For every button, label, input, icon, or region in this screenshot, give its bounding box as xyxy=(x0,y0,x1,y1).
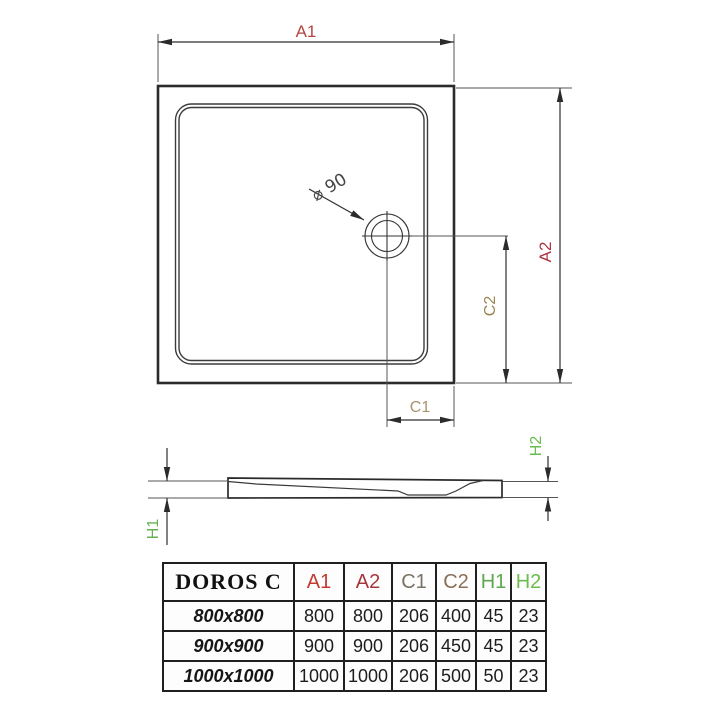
table-header-h1: H1 xyxy=(476,563,511,601)
cell-value: 800 xyxy=(344,601,392,631)
top-view xyxy=(158,22,572,427)
side-view xyxy=(145,436,558,545)
cell-value: 50 xyxy=(476,661,511,691)
cell-value: 23 xyxy=(511,661,546,691)
cell-value: 800 xyxy=(294,601,344,631)
cell-value: 400 xyxy=(436,601,476,631)
cell-value: 45 xyxy=(476,601,511,631)
dim-label-h1: H1 xyxy=(145,518,162,540)
table-row xyxy=(163,631,546,661)
dim-label-a1: A1 xyxy=(295,22,317,41)
row-size-label: 900x900 xyxy=(163,631,294,661)
table-row xyxy=(163,601,546,631)
table-product-name: DOROS C xyxy=(163,563,294,601)
table-row xyxy=(163,661,546,691)
tray-outer-edge xyxy=(158,86,454,383)
table-header-row xyxy=(163,563,546,601)
dim-label-c2: C2 xyxy=(482,295,499,317)
table-header-a1: A1 xyxy=(294,563,344,601)
cell-value: 500 xyxy=(436,661,476,691)
dim-label-h2: H2 xyxy=(528,435,545,457)
cell-value: 23 xyxy=(511,601,546,631)
drain-diameter-label: ⌀ 90 xyxy=(308,169,351,206)
cell-value: 1000 xyxy=(294,661,344,691)
row-size-label: 800x800 xyxy=(163,601,294,631)
dimensions-table xyxy=(162,562,547,692)
cell-value: 900 xyxy=(294,631,344,661)
table-header-a2: A2 xyxy=(344,563,392,601)
table-header-c1: C1 xyxy=(392,563,436,601)
row-size-label: 1000x1000 xyxy=(163,661,294,691)
cell-value: 206 xyxy=(392,661,436,691)
table-header-h2: H2 xyxy=(511,563,546,601)
cell-value: 900 xyxy=(344,631,392,661)
cell-value: 23 xyxy=(511,631,546,661)
cell-value: 450 xyxy=(436,631,476,661)
cell-value: 1000 xyxy=(344,661,392,691)
dim-label-a2: A2 xyxy=(536,241,555,263)
cell-value: 206 xyxy=(392,631,436,661)
cell-value: 45 xyxy=(476,631,511,661)
table-header-c2: C2 xyxy=(436,563,476,601)
cell-value: 206 xyxy=(392,601,436,631)
dim-label-c1: C1 xyxy=(409,399,431,416)
